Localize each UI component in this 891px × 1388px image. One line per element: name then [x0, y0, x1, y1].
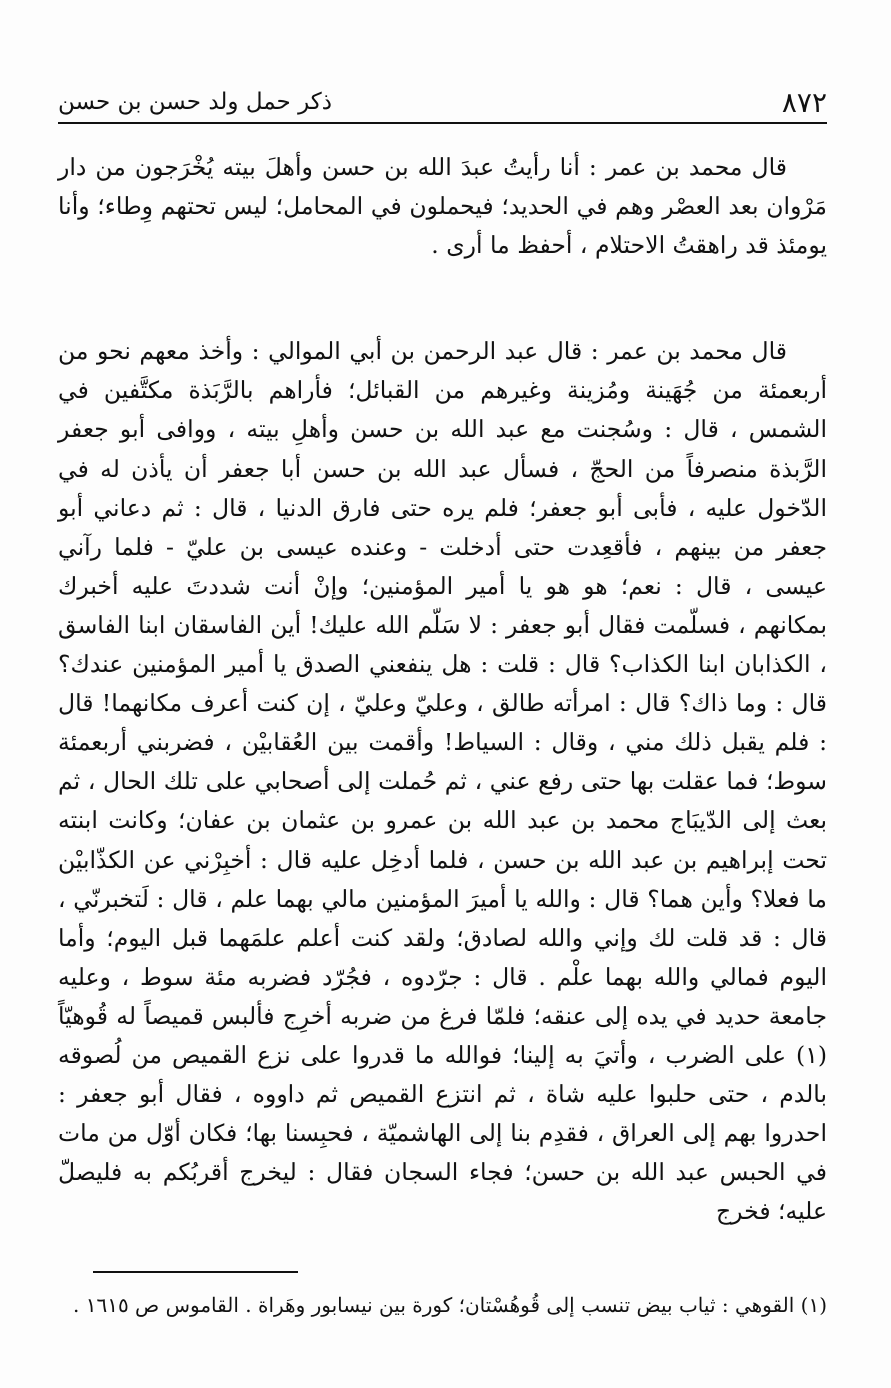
paragraph: قال محمد بن عمر : أنا رأيتُ عبدَ الله بن حسن وأهلَ بيته يُخْرَجون من دار مَرْوان بعد العصْر وهم في الحديد؛ فيحملون في المحامل؛ ليس تحتهم وِطاء؛ وأنا يومئذ قد راهقتُ الاحتلام ، أحفظ ما أرى . — [58, 153, 827, 260]
page-header — [58, 82, 827, 124]
paragraph: قال محمد بن عمر : قال عبد الرحمن بن أبي الموالي : وأخذ معهم نحو من أربعمئة من جُهَينة ومُزينة وغيرهم من القبائل؛ فأراهم بالرَّبَذة مكتَّفين في الشمس ، قال : وسُجنت مع عبد الله بن حسن وأهلِ بيته ، ووافى أبو جعفر الرَّبذة منصرفاً من الحجّ ، فسأل عبد الله بن حسن أبا جعفر أن يأذن له في الدّخول عليه ، فأبى أبو جعفر؛ فلم يره حتى فارق الدنيا ، قال : ثم دعاني أبو جعفر من بينهم ، فأقعِدت حتى أدخلت - وعنده عيسى بن عليّ - فلما رآني عيسى ، قال : نعم؛ هو هو يا أمير المؤمنين؛ وإنْ أنت شددتَ عليه أخبرك بمكانهم ، فسلّمت فقال أبو جعفر : لا سَلّم الله عليك! أين الفاسقان ابنا الفاسق ، الكذابان ابنا الكذاب؟ قال : قلت : هل ينفعني الصدق يا أمير المؤمنين عندك؟ قال : وما ذاك؟ قال : امرأته طالق ، وعليّ وعليّ ، إن كنت أعرف مكانهما! قال : فلم يقبل ذلك مني ، وقال : السياط! وأقمت بين العُقابيْن ، فضربني أربعمئة سوط؛ فما عقلت بها حتى رفع عني ، ثم حُملت إلى أصحابي على تلك الحال ، ثم بعث إلى الدّيبَاج محمد بن عبد الله بن عمرو بن عثمان بن عفان؛ وكانت ابنته تحت إبراهيم بن عبد الله بن حسن ، فلما أدخِل عليه قال : أخبِرْني عن الكذّابيْن ما فعلا؟ وأين هما؟ قال : والله يا أميرَ المؤمنين مالي بهما علم ، قال : لَتخبرنّي ، قال : قد قلت لك وإني والله لصادق؛ ولقد كنت أعلم علمَهما قبل اليوم؛ وأما اليوم فمالي والله بهما علْم . قال : جرّدوه ، فجُرّد فضربه مئة سوط ، وعليه جامعة حديد في يده إلى عنقه؛ فلمّا فرغ من ضربه أخرِج فألبس قميصاً له قُوهيّاً (١) على الضرب ، وأتيَ به إلينا؛ فوالله ما قدروا على نزع القميص من لُصوقه بالدم ، حتى حلبوا عليه شاة ، ثم انتزع القميص ثم داووه ، فقال أبو جعفر : احدروا بهم إلى العراق ، فقدِم بنا إلى الهاشميّة ، فحبِسنا بها؛ فكان أوّل من مات في الحبس عبد الله بن حسن؛ فجاء السجان فقال : ليخرج أقربُكم به فليصلّ عليه؛ فخرج — [58, 337, 827, 1226]
body-text — [58, 148, 827, 1231]
footnote: (١) القوهي : ثياب بيض تنسب إلى قُوهُسْتان؛ كورة بين نيسابور وهَراة . القاموس ص ١٦١٥ . — [73, 1293, 827, 1317]
footnote-divider — [93, 1271, 298, 1273]
page-number: ٨٧٢ — [781, 85, 827, 119]
running-title: ذكر حمل ولد حسن بن حسن — [58, 89, 332, 115]
